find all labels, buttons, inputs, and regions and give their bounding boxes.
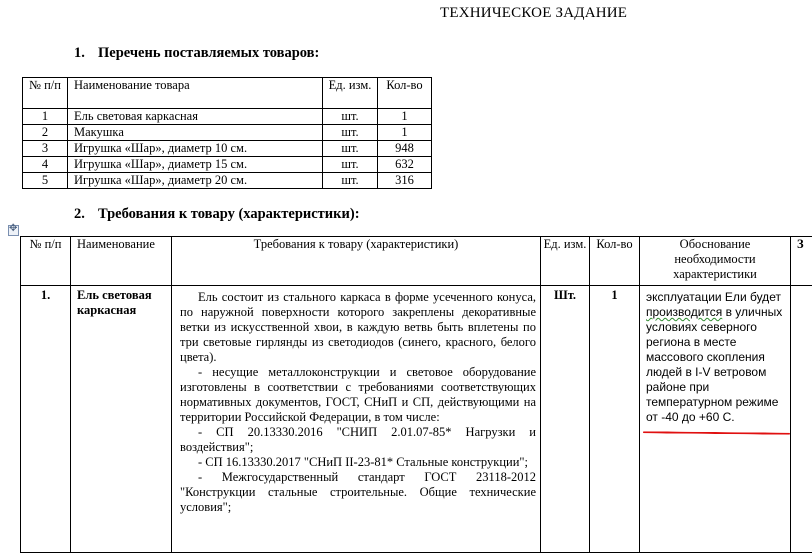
table-row — [23, 141, 432, 157]
cell-num: 3 — [23, 141, 68, 157]
table-row — [23, 125, 432, 141]
cell-qty: 632 — [378, 157, 432, 173]
header-name: Наименование товара — [68, 78, 323, 109]
cell-unit: шт. — [323, 125, 378, 141]
table-row — [23, 157, 432, 173]
cell-name: Игрушка «Шар», диаметр 10 см. — [68, 141, 323, 157]
header-qty: Кол-во — [590, 237, 640, 286]
cell-name: Макушка — [68, 125, 323, 141]
requirement-paragraph: - СП 20.13330.2016 "СНИП 2.01.07-85* Нагрузки и воздействия"; — [180, 425, 536, 454]
header-unit: Ед. изм. — [541, 237, 590, 286]
cell-name: Игрушка «Шар», диаметр 20 см. — [68, 173, 323, 189]
justification-text-rest: в уличных условиях северного региона в месте массового скопления людей в I-V ветровом районе при температурном режиме от -40 до +60 С. — [646, 305, 783, 424]
cell-num: 1 — [23, 109, 68, 125]
cell-unit: шт. — [323, 157, 378, 173]
table-header-row — [21, 237, 812, 286]
header-qty: Кол-во — [378, 78, 432, 109]
cell-unit: Шт. — [541, 286, 590, 553]
table-row — [21, 286, 812, 553]
requirement-paragraph: - несущие металлоконструкции и световое оборудование изготовлены в соответствии с требованиями соответствующих нормативных документов, ГОСТ, СНиП и СП, действующими на территории Российской Федерации, в том числе: — [180, 365, 536, 424]
spellcheck-word: производится — [646, 305, 723, 319]
table-row — [23, 173, 432, 189]
requirement-paragraph: - Межгосударственный стандарт ГОСТ 23118-2012 "Конструкции стальные строительные. Общие технические условия"; — [180, 470, 536, 514]
cell-requirements — [172, 286, 541, 553]
cell-num: 1. — [21, 286, 71, 553]
cell-name: Ель световая каркасная — [71, 286, 172, 553]
section-1-title: Перечень поставляемых товаров: — [98, 45, 320, 61]
cell-name: Ель световая каркасная — [68, 109, 323, 125]
cell-qty: 948 — [378, 141, 432, 157]
goods-list-table — [22, 77, 432, 189]
section-2-title: Требования к товару (характеристики): — [98, 206, 360, 222]
cell-num: 4 — [23, 157, 68, 173]
section-2-heading — [74, 206, 360, 223]
cell-num: 5 — [23, 173, 68, 189]
cell-justification — [640, 286, 791, 553]
cell-unit: шт. — [323, 173, 378, 189]
justification-text: эксплуатации Ели будет — [646, 290, 781, 304]
cell-qty: 316 — [378, 173, 432, 189]
header-num: № п/п — [21, 237, 71, 286]
cell-qty: 1 — [378, 109, 432, 125]
cell-qty: 1 — [378, 125, 432, 141]
table-header-row — [23, 78, 432, 109]
table-row — [23, 109, 432, 125]
section-1-number: 1. — [74, 45, 85, 61]
table-move-handle-icon[interactable] — [8, 225, 19, 236]
document-title: ТЕХНИЧЕСКОЕ ЗАДАНИЕ — [440, 5, 628, 21]
section-2-number: 2. — [74, 206, 85, 222]
header-num: № п/п — [23, 78, 68, 109]
requirements-table — [20, 236, 812, 553]
cell-unit: шт. — [323, 109, 378, 125]
cell-extra — [791, 286, 812, 553]
header-unit: Ед. изм. — [323, 78, 378, 109]
section-1-heading — [74, 45, 319, 62]
cell-name: Игрушка «Шар», диаметр 15 см. — [68, 157, 323, 173]
cell-num: 2 — [23, 125, 68, 141]
header-extra: З — [791, 237, 812, 286]
header-requirements: Требования к товару (характеристики) — [172, 237, 541, 286]
requirement-paragraph: - СП 16.13330.2017 "СНиП II-23-81* Стальные конструкции"; — [198, 455, 528, 469]
requirement-paragraph: Ель состоит из стального каркаса в форме усеченного конуса, по наружной поверхности которого закреплены декоративные ветки из искусственной хвои, в каждую ветвь быть вплетены по три световые гирлянды из светодиодов (синего, красного, белого цвета). — [180, 290, 536, 364]
cell-qty: 1 — [590, 286, 640, 553]
cell-unit: шт. — [323, 141, 378, 157]
header-name: Наименование — [71, 237, 172, 286]
header-justification: Обоснование необходимости характеристики — [640, 237, 791, 286]
